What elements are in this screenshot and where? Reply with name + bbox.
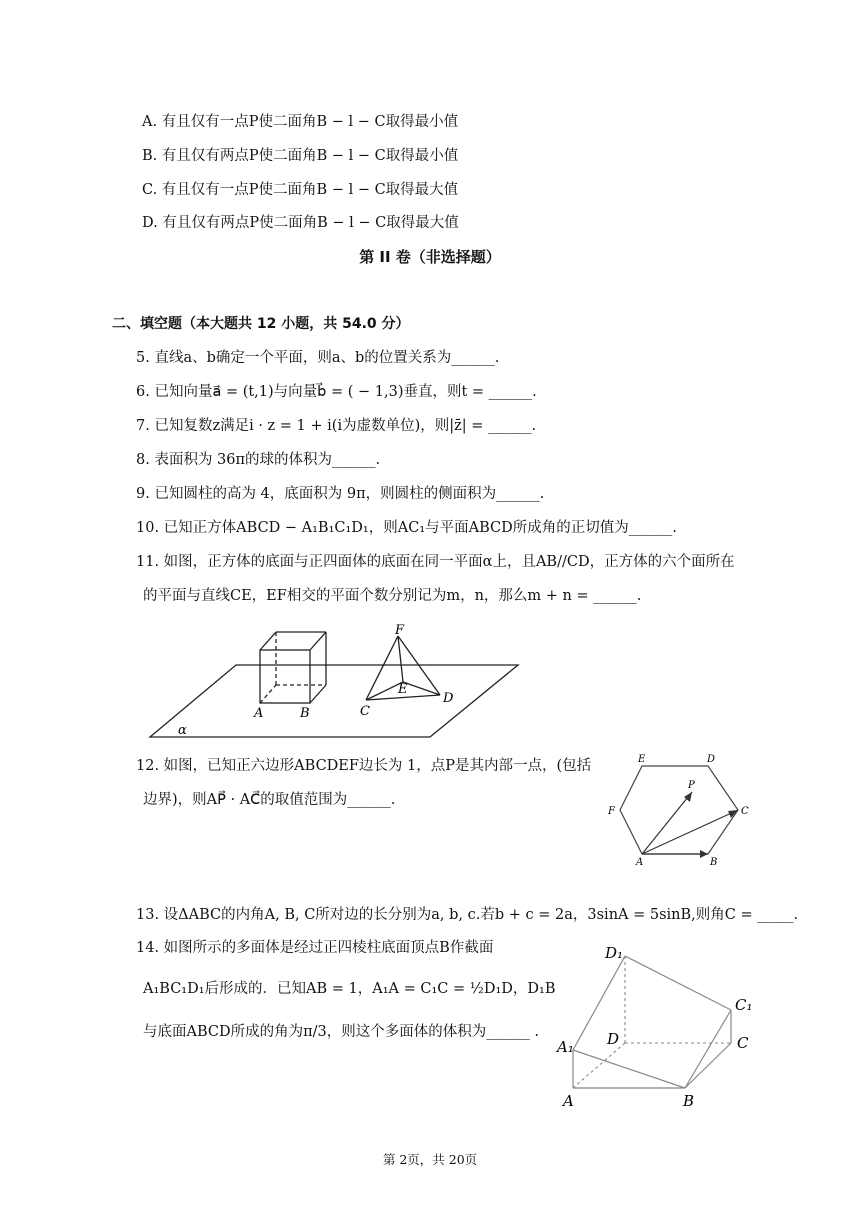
label-b: B — [710, 857, 718, 868]
label-alpha: α — [178, 723, 187, 738]
label-d: D — [607, 1030, 620, 1048]
label-a: A — [254, 706, 264, 721]
label-a: A — [636, 857, 644, 868]
hexagon-abcdef — [620, 766, 738, 854]
option-d: D. 有且仅有两点P使二面角B − l − C取得最大值 — [142, 215, 459, 231]
label-c1: C₁ — [735, 996, 753, 1014]
page-footer: 第 2页，共 20页 — [382, 1152, 478, 1167]
label-c: C — [737, 1034, 749, 1052]
label-d1: D₁ — [605, 944, 624, 962]
section-title: 二、填空题（本大题共 12 小题，共 54.0 分） — [112, 316, 410, 332]
question-9: 9. 已知圆柱的高为 4，底面积为 9π，则圆柱的侧面积为______. — [136, 486, 545, 502]
label-e: E — [398, 682, 408, 697]
label-c: C — [741, 806, 749, 817]
option-a: A. 有且仅有一点P使二面角B − l − C取得最小值 — [142, 114, 459, 130]
option-c: C. 有且仅有一点P使二面角B − l − C取得最大值 — [142, 182, 459, 198]
figure-12-hexagon — [600, 752, 760, 867]
vector-ap — [642, 792, 692, 854]
label-d: D — [443, 691, 454, 706]
option-b: B. 有且仅有两点P使二面角B − l − C取得最小值 — [142, 148, 459, 164]
figure-14-polyhedron — [555, 940, 765, 1110]
edge-d1c1 — [625, 956, 731, 1010]
question-14-line-2: A₁BC₁D₁后形成的．已知AB = 1，A₁A = C₁C = ½D₁D，D₁B — [143, 981, 556, 997]
question-13: 13. 设ΔABC的内角A, B, C所对边的长分别为a, b, c.若b + c = 2a，3sinA = 5sinB,则角C = _____. — [136, 907, 799, 923]
question-11-line-1: 11. 如图，正方体的底面与正四面体的底面在同一平面α上，且AB//CD，正方体的六个面所在 — [136, 554, 735, 570]
label-a1: A₁ — [557, 1038, 574, 1056]
question-12-line-1: 12. 如图，已知正六边形ABCDEF边长为 1，点P是其内部一点，(包括 — [136, 758, 592, 774]
plane-alpha — [150, 665, 518, 737]
label-d: D — [707, 754, 716, 765]
label-p: P — [688, 780, 695, 791]
question-11-line-2: 的平面与直线CE，EF相交的平面个数分别记为m，n，那么m + n = ______. — [143, 588, 642, 604]
part-title: 第 II 卷（非选择题） — [359, 248, 501, 266]
label-b: B — [300, 706, 310, 721]
question-14-line-3: 与底面ABCD所成的角为π/3，则这个多面体的体积为______ . — [143, 1024, 539, 1040]
question-8: 8. 表面积为 36π的球的体积为______. — [136, 452, 381, 468]
figure-11-cube-tetrahedron — [140, 620, 530, 740]
question-14-line-1: 14. 如图所示的多面体是经过正四棱柱底面顶点B作截面 — [136, 940, 494, 956]
edge-fc — [366, 636, 398, 700]
label-e: E — [638, 754, 646, 765]
edge-a1b — [573, 1050, 685, 1088]
question-6: 6. 已知向量a⃗ = (t,1)与向量b⃗ = ( − 1,3)垂直，则t = ______. — [136, 384, 537, 400]
question-7: 7. 已知复数z满足i · z = 1 + i(i为虚数单位)，则|z̄| = ______. — [136, 418, 537, 434]
label-f: F — [395, 623, 405, 638]
label-b: B — [683, 1092, 695, 1110]
question-12-line-2: 边界)，则AP⃗ · AC⃗的取值范围为______. — [143, 792, 396, 808]
question-10: 10. 已知正方体ABCD − A₁B₁C₁D₁，则AC₁与平面ABCD所成角的正切值为______. — [136, 520, 677, 536]
label-f: F — [608, 806, 615, 817]
label-c: C — [360, 704, 370, 719]
arrow-ab — [700, 850, 708, 858]
edge-ed — [403, 682, 440, 695]
label-a: A — [563, 1092, 574, 1110]
question-5: 5. 直线a、b确定一个平面，则a、b的位置关系为______. — [136, 350, 500, 366]
